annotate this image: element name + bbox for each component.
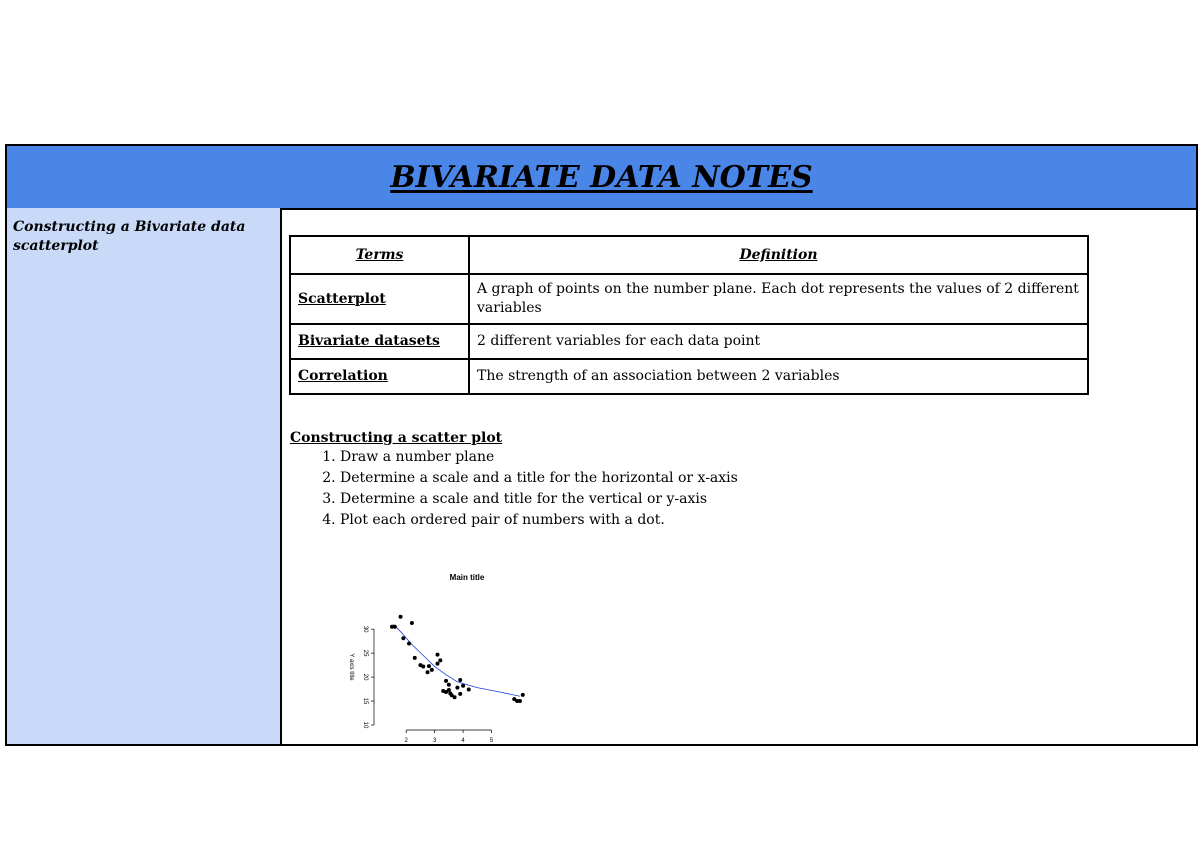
x-tick-label: 4 <box>461 738 465 743</box>
list-item: 4. Plot each ordered pair of numbers with a dot. <box>340 510 738 531</box>
construction-section <box>290 430 738 531</box>
data-point <box>430 668 434 672</box>
data-point <box>518 699 522 703</box>
definition-cell: A graph of points on the number plane. Each dot represents the values of 2 different variables <box>469 274 1088 324</box>
definition-column-header: Definition <box>469 236 1088 274</box>
data-point <box>421 665 425 669</box>
y-tick-label: 30 <box>362 625 368 633</box>
page-title: BIVARIATE DATA NOTES <box>390 159 813 195</box>
data-point <box>447 683 451 687</box>
data-point <box>427 664 431 668</box>
data-point <box>399 615 403 619</box>
data-point <box>458 692 462 696</box>
data-point <box>435 653 439 657</box>
data-point <box>410 621 414 625</box>
term-cell: Bivariate datasets <box>290 324 469 359</box>
data-point <box>407 642 411 646</box>
list-item: 1. Draw a number plane <box>340 447 738 468</box>
title-banner <box>7 146 1196 210</box>
data-point <box>467 688 471 692</box>
data-point <box>455 686 459 690</box>
terms-table <box>289 235 1089 395</box>
example-scatterplot <box>342 555 567 743</box>
y-tick-label: 15 <box>362 697 368 705</box>
term-cell: Correlation <box>290 359 469 394</box>
sidebar-heading: Constructing a Bivariate data scatterplot <box>13 219 246 254</box>
data-point <box>413 656 417 660</box>
terms-header-row <box>290 236 1088 274</box>
construction-heading: Constructing a scatter plot <box>290 430 503 446</box>
data-point <box>453 695 457 699</box>
data-point <box>521 693 525 697</box>
term-cell: Scatterplot <box>290 274 469 324</box>
construction-steps <box>290 447 738 531</box>
x-tick-label: 5 <box>489 738 494 743</box>
data-point <box>393 625 397 629</box>
data-point <box>444 690 448 694</box>
data-point <box>444 679 448 683</box>
data-point <box>461 684 465 688</box>
list-item: 3. Determine a scale and title for the vertical or y-axis <box>340 489 738 510</box>
fit-line <box>393 624 520 696</box>
terms-column-header: Terms <box>290 236 469 274</box>
table-row <box>290 324 1088 359</box>
definition-cell: The strength of an association between 2 variables <box>469 359 1088 394</box>
table-row <box>290 359 1088 394</box>
table-row <box>290 274 1088 324</box>
data-point <box>458 678 462 682</box>
content-cell <box>282 208 1196 744</box>
data-point <box>435 662 439 666</box>
list-item: 2. Determine a scale and a title for the horizontal or x-axis <box>340 468 738 489</box>
data-point <box>401 636 405 640</box>
chart-title: Main title <box>449 573 485 582</box>
y-axis-title: Y axis title <box>348 653 354 681</box>
y-tick-label: 10 <box>362 721 368 729</box>
y-tick-label: 25 <box>362 649 368 657</box>
data-point <box>438 658 442 662</box>
x-tick-label: 3 <box>432 738 437 743</box>
x-tick-label: 2 <box>404 738 408 743</box>
notes-table <box>5 144 1198 746</box>
data-point <box>426 670 430 674</box>
sidebar-cell <box>7 208 282 744</box>
definition-cell: 2 different variables for each data point <box>469 324 1088 359</box>
y-tick-label: 20 <box>362 673 368 681</box>
